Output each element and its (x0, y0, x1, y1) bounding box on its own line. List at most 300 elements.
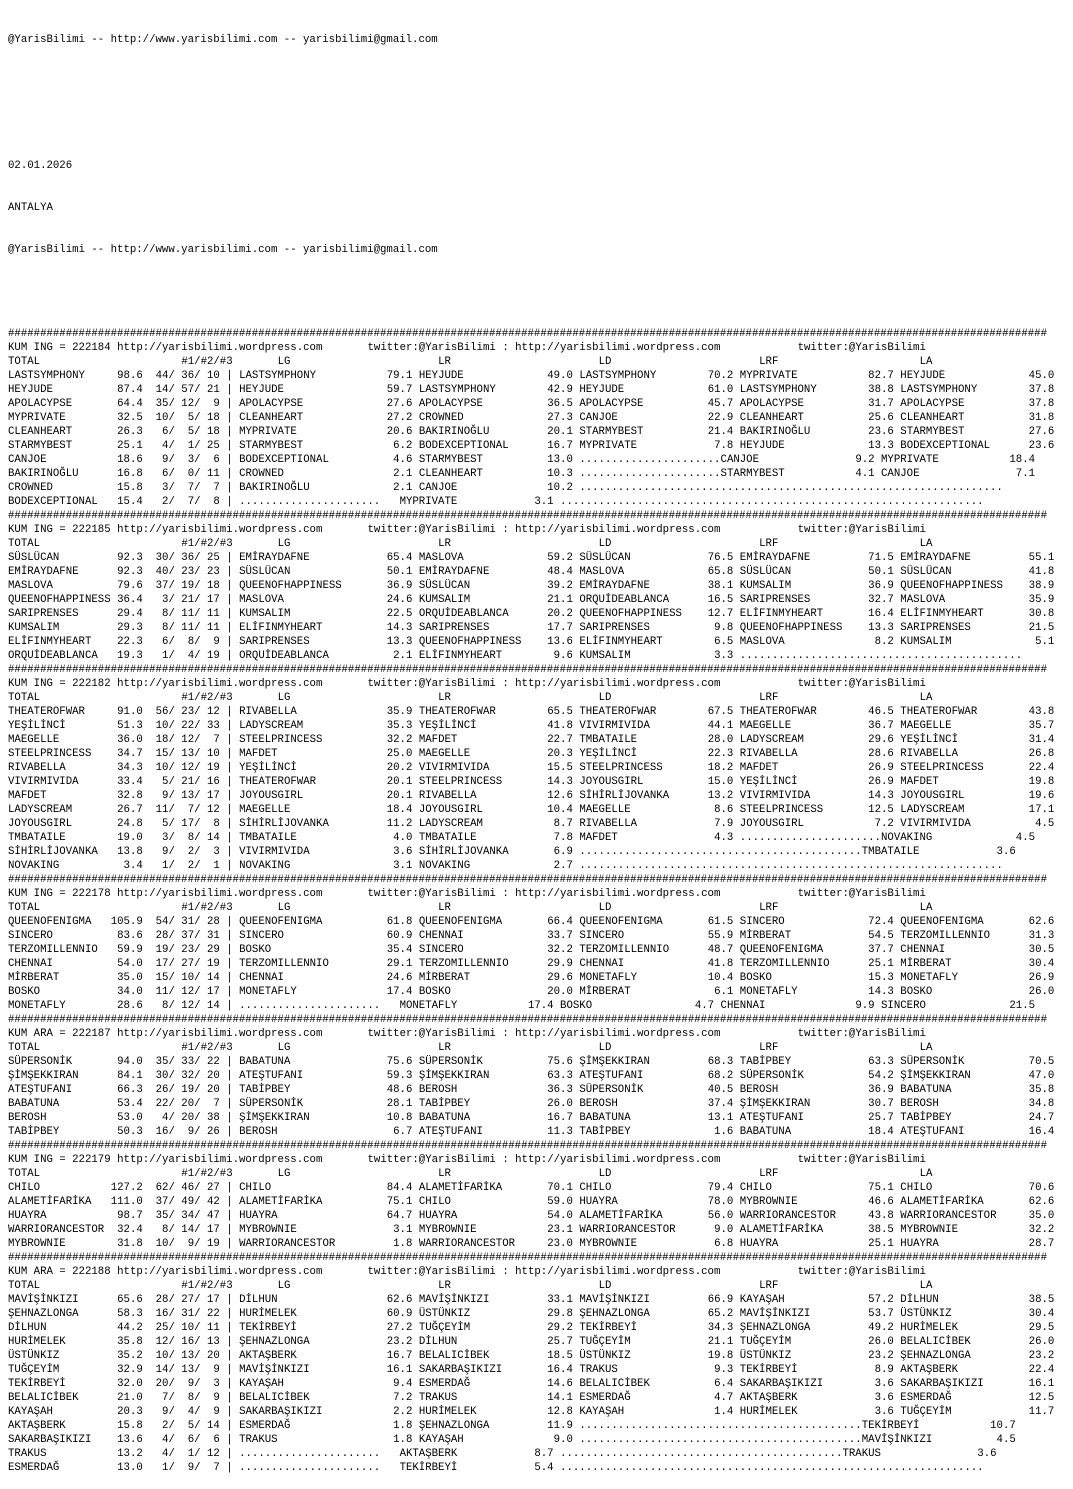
ranked-value: 11.3 (540, 1126, 580, 1138)
place-counts: 9/ 2/ 3 (155, 846, 220, 858)
ranked-horse-name: NOVAKING (418, 860, 541, 872)
table-row (8, 1069, 1073, 1083)
credit-line-repeat: @YarisBilimi -- http://www.yarisbilimi.com -- yarisbilimi@gmail.com (8, 244, 438, 256)
column-divider: | (219, 1196, 240, 1208)
ranked-value: 72.4 (861, 916, 901, 928)
ranked-horse-name: MYPRIVATE (399, 496, 522, 508)
column-divider: | (219, 706, 240, 718)
horse-name: SAKARBAŞIKIZI (8, 1434, 111, 1446)
gap (143, 397, 156, 411)
ranked-value: 17.4 (380, 986, 419, 998)
horse-name: NOVAKING (8, 860, 111, 872)
horse-name: ELİFINMYHEART (8, 636, 111, 648)
ranked-horse-name: ŞEHNAZLONGA (900, 1350, 1023, 1362)
twitter-handle: twitter:@YarisBilimi (367, 1266, 503, 1278)
horse-name: MAFDET (8, 790, 111, 802)
ranked-horse-name: CHENNAI (720, 1000, 843, 1012)
ranked-horse-name: MAEGELLE (418, 748, 541, 760)
ranked-horse-name: KUMSALIM (739, 580, 862, 592)
total-score: 26.3 (110, 426, 143, 438)
ranked-value: 26.9 (861, 776, 901, 788)
ranked-horse-name: SARIPRENSES (739, 594, 862, 606)
ranked-value: 19.6 (1022, 790, 1061, 802)
ranked-value: 59.3 (380, 1070, 419, 1082)
ranked-horse-name: BELALICİBEK (418, 1350, 541, 1362)
ranked-value: 48.4 (540, 566, 580, 578)
horse-name: TRAKUS (8, 1448, 111, 1460)
ranked-value: 8.2 (861, 636, 901, 648)
ranked-value: 3.6 (861, 1378, 901, 1390)
ranked-value: 16.7 (540, 440, 580, 452)
total-score: 3.4 (110, 860, 143, 872)
ranked-horse-name: TMBATAILE (239, 832, 381, 844)
ranked-value: 6.1 (701, 986, 740, 998)
ranked-horse-name: SÜPERSONİK (579, 1084, 702, 1096)
horse-name: TMBATAILE (8, 832, 111, 844)
gap (143, 425, 156, 439)
header-places: #1/#2/#3 (181, 1168, 278, 1180)
ranked-horse-name: SINCERO (739, 916, 862, 928)
ranked-horse-name: DİLHUN (418, 1336, 541, 1348)
ranked-horse-name: ESMERDAĞ (900, 1392, 1023, 1404)
horse-name: KUMSALIM (8, 622, 111, 634)
ranked-value: 26.0 (540, 1098, 580, 1110)
ranked-horse-name: ŞEHNAZLONGA (579, 1308, 702, 1320)
ranked-value: 11.9 (540, 1420, 580, 1432)
ranked-value: 20.3 (540, 748, 580, 760)
ranked-horse-name: MAFDET (900, 776, 1023, 788)
ranked-horse-name: SİHİRLİJOVANKA (579, 790, 702, 802)
ranked-value: 68.3 (701, 1056, 740, 1068)
empty-filler (862, 831, 881, 845)
ranked-value: 4.5 (983, 1434, 1023, 1446)
race-title-line (8, 523, 1073, 537)
horse-name: MAVİŞİNKIZI (8, 1294, 111, 1306)
place-counts: 8/ 11/ 11 (155, 622, 220, 634)
ranked-value: 70.5 (1022, 1056, 1061, 1068)
table-row (8, 1223, 1073, 1237)
header-la: LA (919, 902, 933, 914)
gap (143, 1069, 156, 1083)
ranked-horse-name: CLEANHEART (900, 412, 1023, 424)
ranked-value: 6.4 (701, 1378, 740, 1390)
horse-name: KAYAŞAH (8, 1406, 111, 1418)
ranked-value: 38.5 (1022, 1294, 1061, 1306)
ranked-value: 22.7 (540, 734, 580, 746)
ranked-value: 9.0 (540, 1434, 580, 1446)
header-lg: LG (277, 1168, 438, 1180)
gap (143, 1461, 156, 1475)
ranked-horse-name: ...................... (701, 1462, 843, 1474)
table-row (8, 1209, 1073, 1223)
ranked-horse-name: TMBATAILE (418, 832, 541, 844)
twitter-handle: twitter:@YarisBilimi (367, 1028, 503, 1040)
ranked-horse-name: CANJOE (881, 468, 1003, 480)
ranked-value: 7.2 (861, 818, 901, 830)
column-header-line (8, 901, 1073, 915)
ranked-horse-name: ŞEHNAZLONGA (239, 1336, 381, 1348)
ranked-value: 23.2 (861, 1350, 901, 1362)
blog-link: http://yarisbilimi.wordpress.com (515, 342, 798, 354)
ranked-horse-name: CROWNED (239, 468, 381, 480)
ranked-horse-name: CHENNAI (239, 972, 381, 984)
column-divider: | (219, 1182, 240, 1194)
ranked-horse-name: SÜPERSONİK (418, 1056, 541, 1068)
total-score: 87.4 (110, 384, 143, 396)
horse-name: TABİPBEY (8, 1126, 111, 1138)
ranked-horse-name: LASTSYMPHONY (739, 384, 862, 396)
place-counts: 35/ 12/ 9 (155, 398, 220, 410)
ranked-value: 70.2 (701, 370, 740, 382)
ranked-value: 30.5 (1022, 944, 1061, 956)
horse-name: JOYOUSGIRL (8, 818, 111, 830)
ranked-value: 35.3 (380, 720, 419, 732)
total-score: 13.6 (110, 1434, 143, 1446)
empty-filler (984, 859, 1003, 873)
total-score: 13.0 (110, 1462, 143, 1474)
horse-name: WARRIORANCESTOR (8, 1224, 111, 1236)
table-row (8, 789, 1073, 803)
ranked-horse-name: EMİRAYDAFNE (579, 580, 702, 592)
ranked-value: 20.1 (380, 790, 419, 802)
ranked-value: 1.4 (701, 1406, 740, 1418)
column-divider: | (219, 468, 240, 480)
column-divider: | (219, 1112, 240, 1124)
ranked-horse-name: ...................... (720, 1434, 862, 1446)
gap (143, 467, 156, 481)
table-row (8, 1349, 1073, 1363)
column-divider: | (219, 1336, 240, 1348)
race-title-line (8, 1027, 1073, 1041)
ranked-value: 39.2 (540, 580, 580, 592)
table-row (8, 579, 1073, 593)
ranked-horse-name: AKTAŞBERK (399, 1448, 522, 1460)
ranked-horse-name: NOVAKING (881, 832, 1003, 844)
header-places: #1/#2/#3 (181, 692, 278, 704)
ranked-horse-name: MYPRIVATE (739, 370, 862, 382)
ranked-value: 34.3 (701, 1322, 740, 1334)
ranked-value: 18.4 (380, 804, 419, 816)
ranked-horse-name: WARRIORANCESTOR (418, 1238, 541, 1250)
ranked-value: 13.3 (380, 636, 419, 648)
ranked-value: 33.1 (540, 1294, 580, 1306)
ranked-value: 3.6 (861, 1406, 901, 1418)
ranked-horse-name: BOSKO (418, 986, 541, 998)
ranked-horse-name: MAVİŞİNKIZI (739, 1308, 862, 1320)
table-row (8, 1181, 1073, 1195)
horse-name: MYPRIVATE (8, 412, 111, 424)
ranked-value: 4.6 (380, 454, 419, 466)
ranked-value: 38.8 (861, 384, 901, 396)
header-lg: LG (277, 1042, 438, 1054)
ranked-value: 11.2 (380, 818, 419, 830)
ranked-horse-name: SAKARBAŞIKIZI (900, 1378, 1023, 1390)
ranked-value: 48.6 (380, 1084, 419, 1096)
place-counts: 16/ 31/ 22 (155, 1308, 220, 1320)
ranked-horse-name: MAFDET (579, 832, 702, 844)
gap (143, 747, 156, 761)
horse-name: SÜSLÜCAN (8, 552, 111, 564)
table-row (8, 705, 1073, 719)
credit-line: @YarisBilimi -- http://www.yarisbilimi.com -- yarisbilimi@gmail.com (8, 34, 438, 46)
ranked-horse-name: LASTSYMPHONY (900, 384, 1023, 396)
ranked-horse-name: HUAYRA (418, 1210, 541, 1222)
ranked-horse-name: APOLACYPSE (418, 398, 541, 410)
total-score: 35.2 (110, 1350, 143, 1362)
ranked-value: 61.5 (701, 916, 740, 928)
ranked-horse-name: ...................... (861, 482, 1003, 494)
ranked-value: 20.6 (380, 426, 419, 438)
column-divider: | (219, 734, 240, 746)
ranked-value: 10.4 (701, 972, 740, 984)
ranked-value: 12.6 (540, 790, 580, 802)
horse-name: MONETAFLY (8, 1000, 111, 1012)
column-divider: | (219, 636, 240, 648)
place-counts: 4/ 1/ 25 (155, 440, 220, 452)
ranked-horse-name: YEŞİLİNCİ (239, 762, 381, 774)
ranked-value: 13.6 (540, 636, 580, 648)
ranked-value: 20.0 (540, 986, 580, 998)
horse-name: MİRBERAT (8, 972, 111, 984)
ranked-value: 26.0 (1022, 1336, 1061, 1348)
ranked-value: 4.7 (682, 1000, 721, 1012)
ranked-value: 3.6 (983, 846, 1023, 858)
race-section (8, 873, 1073, 1013)
table-row (8, 1097, 1073, 1111)
place-counts: 35/ 34/ 47 (155, 1210, 220, 1222)
ranked-horse-name: JOYOUSGIRL (579, 776, 702, 788)
ranked-value: 26.0 (861, 1336, 901, 1348)
ranked-horse-name: SINCERO (881, 1000, 1003, 1012)
column-divider: | (219, 384, 240, 396)
ranked-value: 10.8 (380, 1112, 419, 1124)
ranked-value: 25.6 (861, 412, 901, 424)
gap (143, 481, 156, 495)
ranked-horse-name: RIVABELLA (900, 748, 1023, 760)
ranked-value: 13.1 (701, 1112, 740, 1124)
ranked-value: 3.1 (380, 1224, 419, 1236)
ranked-value: 13.2 (701, 790, 740, 802)
ranked-horse-name: ...................... (842, 1462, 984, 1474)
ranked-horse-name: STEELPRINCESS (239, 734, 381, 746)
ranked-horse-name: THEATEROFWAR (900, 706, 1023, 718)
ranked-horse-name: TRAKUS (579, 1364, 702, 1376)
ranked-horse-name: ATEŞTUFANI (418, 1126, 541, 1138)
ranked-horse-name: MAVİŞİNKIZI (418, 1294, 541, 1306)
ranked-horse-name: MYBROWNIE (900, 1224, 1023, 1236)
place-counts: 9/ 4/ 9 (155, 1406, 220, 1418)
ranked-value: 75.1 (380, 1196, 419, 1208)
horse-name: THEATEROFWAR (8, 706, 111, 718)
ranked-horse-name: ELİFINMYHEART (239, 622, 381, 634)
place-counts: 28/ 37/ 31 (155, 930, 220, 942)
ranked-value: 32.2 (380, 734, 419, 746)
ranked-horse-name: TEKİRBEYİ (861, 1420, 984, 1432)
horse-name: MASLOVA (8, 580, 111, 592)
empty-filler (701, 859, 720, 873)
ranked-horse-name: RIVABELLA (739, 748, 862, 760)
ranked-value: 16.7 (380, 1350, 419, 1362)
ranked-horse-name: CHILO (579, 1182, 702, 1194)
report-date: 02.01.2026 (8, 160, 73, 172)
horse-name: DİLHUN (8, 1322, 111, 1334)
ranked-horse-name: ELİFINMYHEART (579, 636, 702, 648)
ranked-horse-name: TRAKUS (418, 1392, 541, 1404)
empty-filler (701, 1433, 720, 1447)
ranked-value: 37.7 (861, 944, 901, 956)
ranked-value: 7.8 (701, 440, 740, 452)
ranked-value: 23.6 (861, 426, 901, 438)
gap (143, 635, 156, 649)
twitter-handle: twitter:@YarisBilimi (797, 342, 926, 354)
ranked-horse-name: MAEGELLE (239, 804, 381, 816)
total-score: 33.4 (110, 776, 143, 788)
column-divider: | (219, 958, 240, 970)
ranked-horse-name: ŞİMŞEKKIRAN (579, 1056, 702, 1068)
ranked-value: 30.4 (1022, 958, 1061, 970)
ranked-value: 29.1 (380, 958, 419, 970)
ranked-value: 22.9 (701, 412, 740, 424)
ranked-horse-name: ATEŞTUFANI (900, 1126, 1023, 1138)
ranked-horse-name: BABATUNA (239, 1056, 381, 1068)
ranked-value: 4.5 (1022, 818, 1061, 830)
header-places: #1/#2/#3 (181, 1280, 278, 1292)
table-row (8, 1195, 1073, 1209)
column-header-line (8, 1167, 1073, 1181)
total-score: 51.3 (110, 720, 143, 732)
ranked-horse-name: SARIPRENSES (418, 622, 541, 634)
gap (143, 929, 156, 943)
horse-name: STARMYBEST (8, 440, 111, 452)
ranked-horse-name: BAKIRINOĞLU (418, 426, 541, 438)
total-score: 31.8 (110, 1238, 143, 1250)
header-lg: LG (277, 902, 438, 914)
header-places: #1/#2/#3 (181, 356, 278, 368)
horse-name: QUEENOFENIGMA (8, 916, 111, 928)
header-total: TOTAL (8, 1280, 182, 1292)
header-ld: LD (598, 1168, 759, 1180)
ranked-horse-name: LADYSCREAM (900, 804, 1023, 816)
ranked-horse-name: KAYAŞAH (579, 1406, 702, 1418)
gap (143, 383, 156, 397)
horse-name: BAKIRINOĞLU (8, 468, 111, 480)
ranked-value: 27.3 (540, 412, 580, 424)
ranked-horse-name: MAVİŞİNKIZI (579, 1294, 702, 1306)
ranked-value: 29.6 (861, 734, 901, 746)
horse-name: MYBROWNIE (8, 1238, 111, 1250)
ranked-value: 14.3 (380, 622, 419, 634)
ranked-value: 46.6 (861, 1196, 901, 1208)
column-divider: | (219, 986, 240, 998)
empty-filler (701, 453, 720, 467)
ranked-value: 32.2 (1022, 1224, 1061, 1236)
place-counts: 54/ 31/ 28 (155, 916, 220, 928)
ranked-horse-name: BABATUNA (418, 1112, 541, 1124)
ranked-horse-name: STARMYBEST (900, 426, 1023, 438)
ranked-horse-name: CANJOE (579, 412, 702, 424)
horse-name: BELALICİBEK (8, 1392, 111, 1404)
total-score: 20.3 (110, 1406, 143, 1418)
total-score: 58.3 (110, 1308, 143, 1320)
ranked-value: 63.3 (540, 1070, 580, 1082)
ranked-horse-name: MAVİŞİNKIZI (239, 1364, 381, 1376)
table-row (8, 747, 1073, 761)
ranked-horse-name: SÜSLÜCAN (239, 566, 381, 578)
ranked-horse-name: CLEANHEART (239, 412, 381, 424)
ranked-horse-name: KUMSALIM (900, 636, 1023, 648)
ranked-value: 6.8 (701, 1238, 740, 1250)
gap (143, 705, 156, 719)
header-la: LA (919, 356, 933, 368)
twitter-handle: twitter:@YarisBilimi (797, 1028, 926, 1040)
ranked-value: 54.0 (540, 1210, 580, 1222)
table-row (8, 831, 1073, 845)
ranked-value: 22.5 (380, 608, 419, 620)
header-lr: LR (438, 1168, 599, 1180)
ranked-value: 62.6 (380, 1294, 419, 1306)
ranked-value: 37.8 (1022, 384, 1061, 396)
place-counts: 4/ 20/ 38 (155, 1112, 220, 1124)
column-divider: | (219, 972, 240, 984)
horse-name: TEKİRBEYİ (8, 1378, 111, 1390)
column-divider: | (219, 1056, 240, 1068)
ranked-value: 82.7 (861, 370, 901, 382)
place-counts: 8/ 11/ 11 (155, 608, 220, 620)
ranked-horse-name: BAKIRINOĞLU (239, 482, 381, 494)
ranked-value: 4.5 (1002, 832, 1042, 844)
total-score: 53.0 (110, 1112, 143, 1124)
ranked-horse-name: LADYSCREAM (239, 720, 381, 732)
ranked-horse-name: TMBATAILE (861, 846, 984, 858)
gap (143, 761, 156, 775)
header-total: TOTAL (8, 1042, 182, 1054)
ranked-value: 75.6 (380, 1056, 419, 1068)
ranked-horse-name: ŞİMŞEKKIRAN (900, 1070, 1023, 1082)
place-counts: 8/ 12/ 14 (155, 1000, 220, 1012)
ranked-horse-name: VIVIRMIVIDA (900, 818, 1023, 830)
blog-link: http://yarisbilimi.wordpress.com (117, 1266, 368, 1278)
place-counts: 2/ 5/ 14 (155, 1420, 220, 1432)
ranked-horse-name: BOSKO (560, 1000, 682, 1012)
column-divider: | (219, 622, 240, 634)
gap (143, 565, 156, 579)
gap (143, 1419, 156, 1433)
place-counts: 6/ 8/ 9 (155, 636, 220, 648)
total-score: 36.4 (110, 594, 143, 606)
ranked-horse-name: HEYJUDE (239, 384, 381, 396)
ranked-horse-name: CANJOE (720, 454, 843, 466)
ranked-value: 4.0 (380, 832, 419, 844)
table-row (8, 1447, 1073, 1461)
header-lr: LR (438, 356, 599, 368)
ranked-value: 20.1 (380, 776, 419, 788)
ranked-value: 30.8 (1022, 608, 1061, 620)
ranked-horse-name: SÜPERSONİK (239, 1098, 381, 1110)
ranked-horse-name: ÜSTÜNKIZ (739, 1350, 862, 1362)
ranked-value: 16.4 (540, 1364, 580, 1376)
ranked-horse-name: QUEENOFENIGMA (579, 916, 702, 928)
place-counts: 20/ 9/ 3 (155, 1378, 220, 1390)
table-row (8, 1391, 1073, 1405)
blog-link: http://yarisbilimi.wordpress.com (515, 524, 798, 536)
gap (143, 1125, 156, 1139)
race-title: KUM ARA = 222188 (8, 1266, 118, 1278)
ranked-horse-name: SİHİRLİJOVANKA (239, 818, 381, 830)
ranked-horse-name: ÜSTÜNKIZ (900, 1308, 1023, 1320)
header-places: #1/#2/#3 (181, 1042, 278, 1054)
ranked-horse-name: KUMSALIM (418, 594, 541, 606)
horse-name: SARIPRENSES (8, 608, 111, 620)
